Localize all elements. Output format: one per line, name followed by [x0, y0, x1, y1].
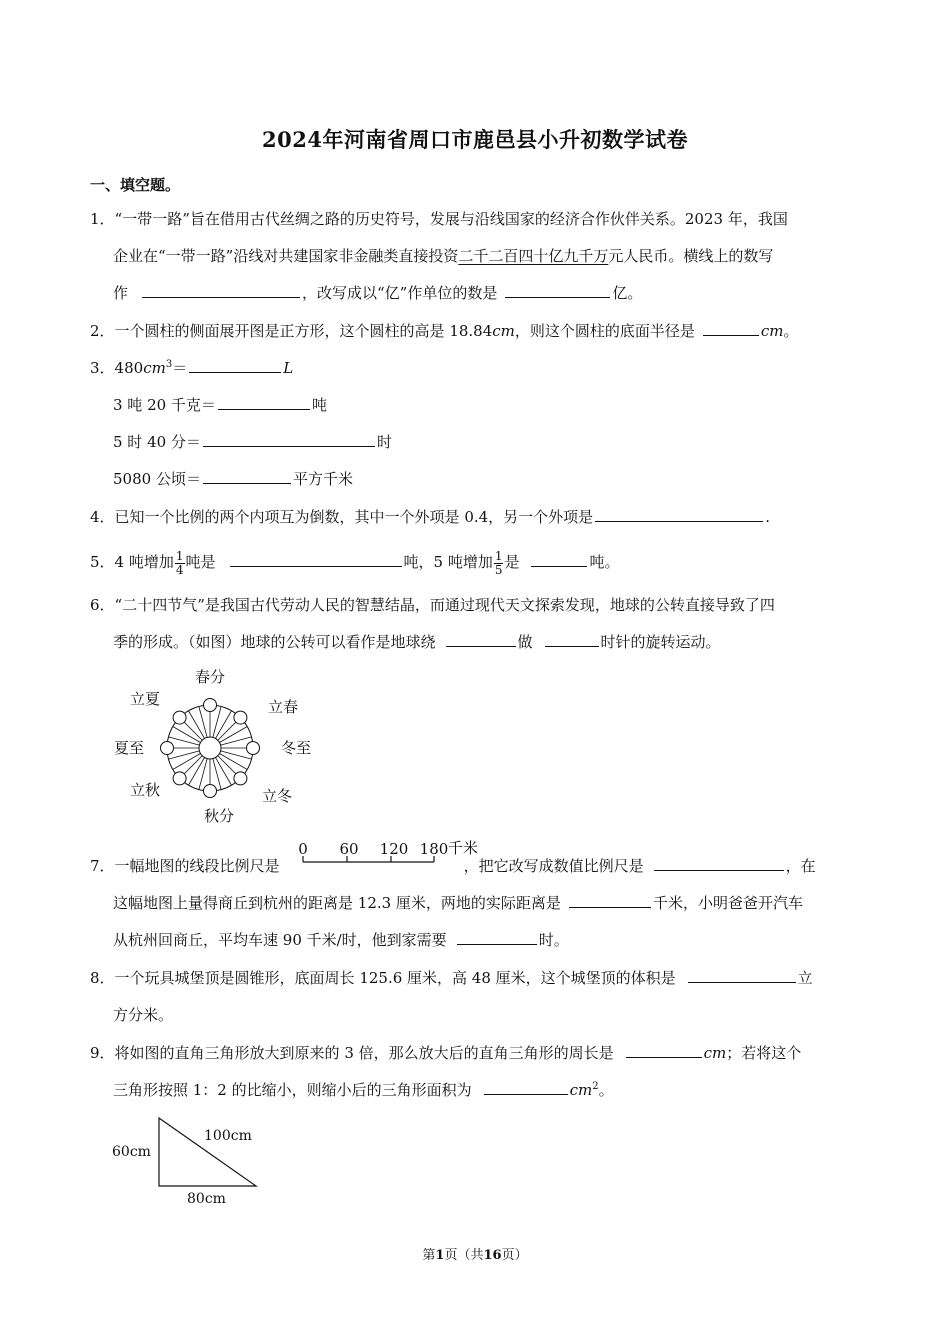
- footer-c: 页）: [501, 1248, 528, 1263]
- q2-blank[interactable]: [703, 321, 759, 336]
- earth-position-circle: [173, 711, 186, 724]
- q1-line1: “一带一路”旨在借用古代丝绸之路的历史符号，发展与沿线国家的经济合作伙伴关系。2023 年，我国: [114, 210, 788, 228]
- q2-unit: cm: [492, 322, 515, 340]
- scale-label-120: 120: [379, 840, 409, 858]
- footer-total-pages: 16: [483, 1248, 502, 1263]
- wheel-spoke: [168, 737, 199, 745]
- q7-line1b: ，把它改写成数值比例尺是: [463, 857, 644, 875]
- q7-line2b: 千米，小明爸爸开汽车: [652, 894, 803, 912]
- q6-line2c: 时针的旋转运动。: [600, 633, 721, 651]
- q1-blank-2[interactable]: [505, 283, 610, 298]
- term-label-bottom-left: 立秋: [129, 781, 161, 799]
- wheel-spoke: [221, 751, 252, 759]
- q9-line2b: 。: [598, 1081, 614, 1099]
- q4-text: 已知一个比例的两个内项互为倒数，其中一个外项是 0.4，另一个外项是: [114, 508, 594, 526]
- q6-blank-1[interactable]: [446, 632, 516, 647]
- footer-b: 页（共: [444, 1248, 484, 1263]
- q6-number: 6．: [90, 596, 115, 614]
- q7-blank-1[interactable]: [654, 856, 784, 871]
- earth-position-circle: [234, 711, 247, 724]
- q5-d: 是: [504, 553, 520, 571]
- q5-c: 吨，5 吨增加: [403, 553, 493, 571]
- term-label-top: 春分: [194, 668, 226, 686]
- q9-unit-sup: 2: [592, 1081, 599, 1092]
- q5-f1-den: 4: [175, 562, 184, 577]
- q9-unit-1: cm: [703, 1044, 727, 1062]
- scale-unit-label: 千米: [448, 840, 479, 857]
- q3-d-end: 平方千米: [292, 470, 353, 488]
- q5-e: 吨。: [589, 553, 620, 571]
- q9-unit-2: cm: [569, 1081, 593, 1099]
- earth-position-circle: [247, 742, 260, 755]
- q7-line3b: 时。: [538, 931, 569, 949]
- q3-blank-d[interactable]: [203, 469, 291, 484]
- page-title: 2024年河南省周口市鹿邑县小升初数学试卷: [262, 127, 688, 152]
- q1-line3a: 作: [113, 284, 129, 302]
- scale-label-0: 0: [298, 840, 308, 858]
- section-heading: 一、填空题。: [90, 176, 181, 194]
- q9-number: 9．: [90, 1044, 115, 1062]
- q3-blank-b[interactable]: [218, 395, 310, 410]
- q8-line1: 一个玩具城堡顶是圆锥形，底面周长 125.6 厘米，高 48 厘米，这个城堡顶的体积是: [114, 969, 676, 987]
- q7-line1c: ，在: [785, 857, 816, 875]
- term-label-right: 冬至: [280, 739, 312, 757]
- wheel-spoke: [213, 706, 221, 737]
- triangle-left-label: 60cm: [112, 1144, 151, 1160]
- triangle-bottom-label: 80cm: [187, 1191, 226, 1207]
- q1-line2a: 企业在“一带一路”沿线对共建国家非金融类直接投资: [113, 247, 459, 265]
- q9-line2a: 三角形按照 1：2 的比缩小，则缩小后的三角形面积为: [113, 1081, 472, 1099]
- earth-position-circle: [173, 772, 186, 785]
- q1-line3c: 亿。: [612, 284, 643, 302]
- q1-number: 1．: [90, 210, 115, 228]
- right-triangle-figure: [110, 1112, 280, 1212]
- q2-end: 。: [783, 322, 799, 340]
- term-label-bottom-right: 立冬: [261, 787, 293, 805]
- q1-underlined-number: 二千二百四十亿九千万: [458, 247, 609, 265]
- q9-line1a: 将如图的直角三角形放大到原来的 3 倍，那么放大后的直角三角形的周长是: [114, 1044, 614, 1062]
- q7-line2a: 这幅地图上量得商丘到杭州的距离是 12.3 厘米，两地的实际距离是: [113, 894, 561, 912]
- q6-line1: “二十四节气”是我国古代劳动人民的智慧结晶，而通过现代天文探索发现，地球的公转直接导致了四: [114, 596, 775, 614]
- earth-position-circle: [234, 772, 247, 785]
- wheel-spoke: [199, 759, 207, 790]
- q6-line2a: 季的形成。（如图）地球的公转可以看作是地球绕: [113, 633, 436, 651]
- footer-page-number: 1: [435, 1248, 445, 1263]
- q3-c-text: 5 时 40 分＝: [113, 433, 201, 451]
- q3-number: 3．: [90, 359, 115, 377]
- q9-blank-2[interactable]: [484, 1080, 568, 1095]
- q9-line1b: ；若将这个: [726, 1044, 802, 1062]
- term-label-bottom: 秋分: [203, 807, 235, 825]
- earth-position-circle: [161, 742, 174, 755]
- wheel-spoke: [213, 759, 221, 790]
- earth-position-circle: [204, 699, 217, 712]
- q9-blank-1[interactable]: [626, 1043, 702, 1058]
- scale-label-60: 60: [339, 840, 359, 858]
- q3-a-eq: ＝: [172, 359, 188, 377]
- q8-blank[interactable]: [688, 968, 796, 983]
- q5-blank-1[interactable]: [230, 552, 402, 567]
- q5-fraction-1: [175, 550, 185, 577]
- term-label-left: 夏至: [113, 739, 145, 757]
- q4-number: 4．: [90, 508, 115, 526]
- q7-blank-2[interactable]: [569, 893, 651, 908]
- footer-a: 第: [422, 1248, 436, 1263]
- scale-label-180: 180: [419, 840, 449, 858]
- q3-a-end: L: [283, 359, 294, 377]
- q1-line3b: ，改写成以“亿”作单位的数是: [302, 284, 498, 302]
- wheel-spoke: [168, 751, 199, 759]
- q7-blank-3[interactable]: [457, 930, 537, 945]
- q1-line2b: 元人民币。横线上的数写: [608, 247, 774, 265]
- q5-f1-num: 1: [175, 548, 184, 563]
- q7-line3a: 从杭州回商丘，平均车速 90 千米/时，他到家需要: [113, 931, 447, 949]
- q5-a: 4 吨增加: [114, 553, 174, 571]
- q2-mid: ，则这个圆柱的底面半径是: [514, 322, 695, 340]
- question-4: [90, 507, 770, 527]
- q8-number: 8．: [90, 969, 115, 987]
- solar-terms-figure: [105, 664, 325, 830]
- q4-blank[interactable]: [595, 507, 763, 522]
- q3-a-value: 480: [114, 359, 144, 377]
- q5-f2-num: 1: [494, 548, 503, 563]
- earth-position-circle: [204, 785, 217, 798]
- q5-fraction-2: [494, 550, 504, 577]
- q8-line2: 方分米。: [113, 1006, 174, 1024]
- wheel-spoke: [199, 706, 207, 737]
- q1-blank-1[interactable]: [142, 283, 300, 298]
- q2-unit-2: cm: [760, 322, 784, 340]
- q7-number: 7．: [90, 857, 115, 875]
- page-footer: [0, 1244, 950, 1263]
- question-2: [90, 321, 799, 341]
- q8-line1b: 立: [797, 969, 813, 987]
- q4-end: .: [765, 508, 770, 526]
- q3-b-text: 3 吨 20 千克＝: [113, 396, 216, 414]
- wheel-spoke: [221, 737, 252, 745]
- sun-circle: [199, 737, 221, 759]
- term-label-top-left: 立夏: [129, 690, 161, 708]
- q5-f2-den: 5: [494, 562, 503, 577]
- triangle-hypotenuse-label: 100cm: [204, 1128, 252, 1144]
- q3-blank-a[interactable]: [189, 358, 281, 373]
- q3-c-end: 时: [376, 433, 392, 451]
- q5-number: 5．: [90, 553, 115, 571]
- q7-line1a: 一幅地图的线段比例尺是: [114, 857, 280, 875]
- line-scale-figure: [294, 840, 490, 876]
- q3-a-sup: 3: [165, 359, 173, 370]
- question-5: [90, 548, 620, 577]
- q6-blank-2[interactable]: [545, 632, 599, 647]
- q3-blank-c[interactable]: [203, 432, 375, 447]
- q3-b-end: 吨: [311, 396, 327, 414]
- q2-text: 一个圆柱的侧面展开图是正方形，这个圆柱的高是 18.84: [114, 322, 493, 340]
- q6-line2b: 做: [517, 633, 533, 651]
- q3-a-unit: cm: [143, 359, 166, 377]
- q5-blank-2[interactable]: [531, 552, 587, 567]
- term-label-top-right: 立春: [267, 698, 299, 716]
- q2-number: 2．: [90, 322, 115, 340]
- q3-d-text: 5080 公顷＝: [113, 470, 201, 488]
- q5-b: 吨是: [185, 553, 216, 571]
